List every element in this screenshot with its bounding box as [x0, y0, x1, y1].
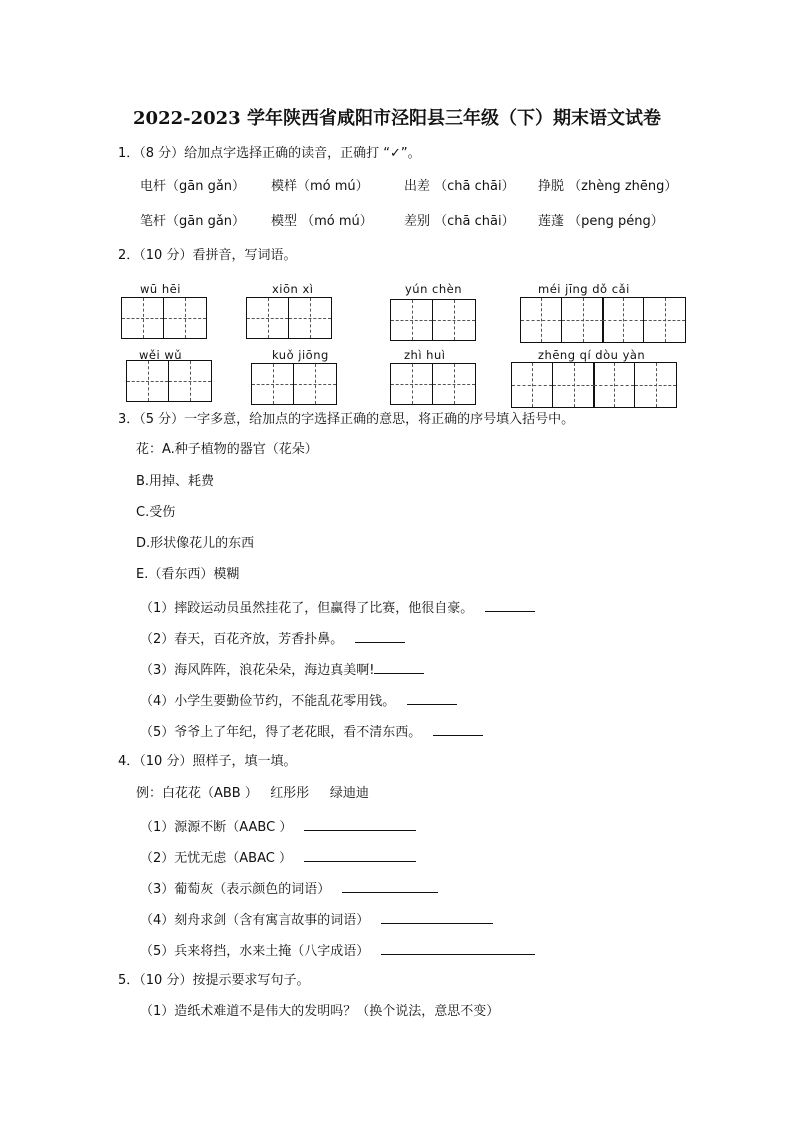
- answer-blank[interactable]: [304, 847, 416, 862]
- q1-option: 笔杆（gān gǎn）: [140, 214, 246, 229]
- writing-grid[interactable]: [251, 363, 337, 405]
- answer-blank[interactable]: [342, 878, 438, 893]
- q4-heading: 4．（10 分）照样子，填一填。: [118, 754, 297, 769]
- q5-item: （1）造纸术难道不是伟大的发明吗？（换个说法，意思不变）: [140, 1004, 500, 1019]
- pinyin-label: wěi wǔ: [139, 348, 183, 362]
- q2-heading: 2．（10 分）看拼音，写词语。: [118, 248, 297, 263]
- q5-heading: 5．（10 分）按提示要求写句子。: [118, 973, 310, 988]
- q3-meaning: C.受伤: [136, 505, 176, 520]
- pinyin-label: méi jīng dǒ cǎi: [538, 282, 630, 296]
- q1-option: 挣脱 （zhèng zhēng）: [538, 179, 678, 194]
- q4-item: （5）兵来将挡，水来土掩（八字成语）: [140, 940, 535, 961]
- writing-grid[interactable]: [246, 297, 332, 339]
- writing-grid[interactable]: [126, 360, 212, 402]
- q3-item: （4）小学生要勤俭节约，不能乱花零用钱。: [140, 690, 457, 711]
- pinyin-label: wū hēi: [140, 282, 181, 296]
- q4-item: （3）葡萄灰（表示颜色的词语）: [140, 878, 438, 899]
- q4-item: （2）无忧无虑（ABAC ）: [140, 847, 416, 868]
- q3-item: （1）摔跤运动员虽然挂花了，但赢得了比赛，他很自豪。: [140, 597, 535, 618]
- q3-meaning: E.（看东西）模糊: [136, 567, 240, 582]
- answer-blank[interactable]: [485, 597, 535, 612]
- q1-option: 电杆（gān gǎn）: [140, 179, 246, 194]
- answer-blank[interactable]: [355, 628, 405, 643]
- answer-blank[interactable]: [433, 721, 483, 736]
- q1-option: 出差 （chā chāi）: [404, 179, 515, 194]
- pinyin-label: xiōn xì: [272, 282, 314, 296]
- answer-blank[interactable]: [407, 690, 457, 705]
- q1-option: 模样（mó mú）: [271, 179, 369, 194]
- q1-option: 莲蓬 （peng péng）: [538, 214, 664, 229]
- q1-option: 模型 （mó mú）: [271, 214, 373, 229]
- q3-item: （2）春天，百花齐放，芳香扑鼻。: [140, 628, 405, 649]
- q1-option: 差别 （chā chāi）: [404, 214, 515, 229]
- q3-heading: 3．（5 分）一字多意，给加点的字选择正确的意思，将正确的序号填入括号中。: [118, 412, 575, 427]
- q3-item: （5）爷爷上了年纪，得了老花眼，看不清东西。: [140, 721, 483, 742]
- writing-grid[interactable]: [511, 362, 677, 408]
- pinyin-label: zhēng qí dòu yàn: [538, 348, 646, 362]
- q3-meaning: D.形状像花儿的东西: [136, 536, 255, 551]
- answer-blank[interactable]: [381, 940, 535, 955]
- pinyin-label: kuǒ jiōng: [272, 348, 329, 362]
- answer-blank[interactable]: [374, 659, 424, 674]
- answer-blank[interactable]: [304, 816, 416, 831]
- q3-item: （3）海风阵阵，浪花朵朵，海边真美啊!: [140, 659, 424, 680]
- page-title: 2022-2023 学年陕西省咸阳市泾阳县三年级（下）期末语文试卷: [133, 108, 661, 129]
- q4-example: 例：白花花（ABB ） 红彤彤 绿迪迪: [136, 786, 369, 801]
- q3-meaning: B.用掉、耗费: [136, 474, 215, 489]
- pinyin-label: zhì huì: [404, 348, 446, 362]
- writing-grid[interactable]: [390, 363, 476, 405]
- q4-item: （1）源源不断（AABC ）: [140, 816, 416, 837]
- answer-blank[interactable]: [381, 909, 493, 924]
- q3-meaning: 花：A.种子植物的器官（花朵）: [136, 442, 318, 457]
- writing-grid[interactable]: [390, 299, 476, 341]
- q4-item: （4）刻舟求剑（含有寓言故事的词语）: [140, 909, 493, 930]
- writing-grid[interactable]: [520, 297, 686, 343]
- q1-heading: 1．（8 分）给加点字选择正确的读音，正确打 “✓”。: [118, 146, 421, 161]
- writing-grid[interactable]: [121, 297, 207, 339]
- pinyin-label: yún chèn: [405, 282, 463, 296]
